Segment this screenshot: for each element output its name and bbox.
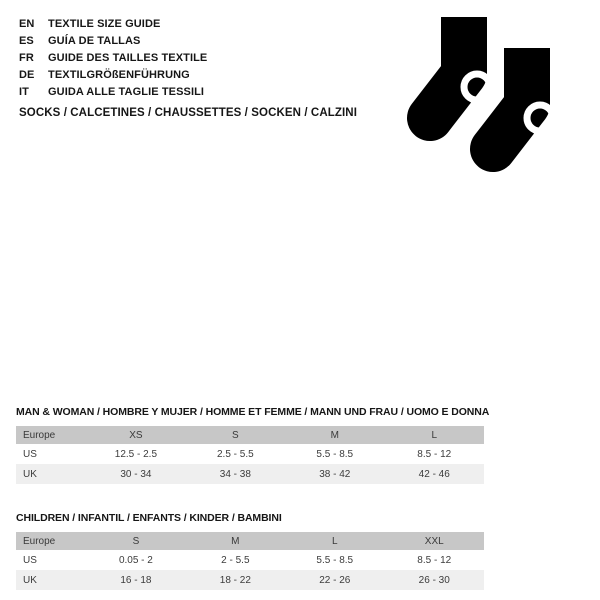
header-row: [16, 532, 484, 550]
row-label: UK: [23, 574, 37, 586]
lang-row-it: [19, 83, 207, 100]
size-table-children: [16, 532, 484, 590]
column-header-size: S: [132, 535, 140, 547]
lang-row-en: [19, 15, 207, 32]
size-cell: 18 - 22: [219, 574, 251, 586]
size-cell: 12.5 - 2.5: [114, 448, 158, 460]
lang-label: GUIDE DES TAILLES TEXTILE: [48, 51, 208, 64]
size-cell: 8.5 - 12: [417, 448, 452, 460]
lang-code: ES: [19, 34, 34, 47]
lang-code: EN: [19, 17, 35, 30]
lang-code: DE: [19, 68, 35, 81]
table-row-uk: [16, 464, 484, 484]
column-header-size: L: [332, 535, 338, 547]
row-label: US: [23, 554, 37, 566]
size-cell: 22 - 26: [319, 574, 351, 586]
size-cell: 38 - 42: [319, 468, 351, 480]
size-cell: 16 - 18: [120, 574, 152, 586]
socks-icon: [406, 14, 558, 179]
header-row: [16, 426, 484, 444]
size-table-section-adult: [16, 405, 490, 484]
column-header-size: XXL: [424, 535, 444, 547]
column-header-region: Europe: [23, 429, 56, 441]
lang-label: TEXTILGRÖßENFÜHRUNG: [48, 68, 190, 81]
lang-label: GUÍA DE TALLAS: [48, 34, 141, 47]
lang-label: GUIDA ALLE TAGLIE TESSILI: [48, 85, 205, 98]
size-cell: 5.5 - 8.5: [316, 448, 354, 460]
sock-front: [493, 48, 553, 149]
size-cell: 2.5 - 5.5: [216, 448, 254, 460]
language-legend: [19, 15, 207, 100]
category-heading: SOCKS / CALCETINES / CHAUSSETTES / SOCKEN / CALZINI: [19, 107, 357, 119]
size-cell: 34 - 38: [219, 468, 251, 480]
table-title-children: CHILDREN / INFANTIL / ENFANTS / KINDER / BAMBINI: [16, 512, 282, 524]
table-row-us: [16, 550, 484, 570]
lang-code: IT: [19, 85, 29, 98]
lang-code: FR: [19, 51, 34, 64]
column-header-size: XS: [129, 429, 143, 441]
table-row-us: [16, 444, 484, 464]
size-table-section-children: [16, 511, 484, 590]
size-cell: 42 - 46: [418, 468, 450, 480]
size-cell: 0.05 - 2: [118, 554, 153, 566]
size-cell: 5.5 - 8.5: [316, 554, 354, 566]
table-row-uk: [16, 570, 484, 590]
size-cell: 2 - 5.5: [221, 554, 250, 566]
table-title-adult: MAN & WOMAN / HOMBRE Y MUJER / HOMME ET FEMME / MANN UND FRAU / UOMO E DONNA: [16, 406, 490, 418]
lang-row-fr: [19, 49, 207, 66]
size-cell: 30 - 34: [120, 468, 152, 480]
lang-row-es: [19, 32, 207, 49]
column-header-size: M: [330, 429, 339, 441]
size-table-adult: [16, 426, 484, 484]
column-header-size: L: [431, 429, 438, 441]
row-label: UK: [23, 468, 37, 480]
column-header-region: Europe: [23, 535, 56, 547]
row-label: US: [23, 448, 37, 460]
sock-back: [430, 17, 490, 118]
column-header-size: M: [231, 535, 240, 547]
lang-row-de: [19, 66, 207, 83]
size-cell: 8.5 - 12: [417, 554, 452, 566]
lang-label: TEXTILE SIZE GUIDE: [48, 17, 161, 30]
column-header-size: S: [232, 429, 239, 441]
size-cell: 26 - 30: [418, 574, 450, 586]
